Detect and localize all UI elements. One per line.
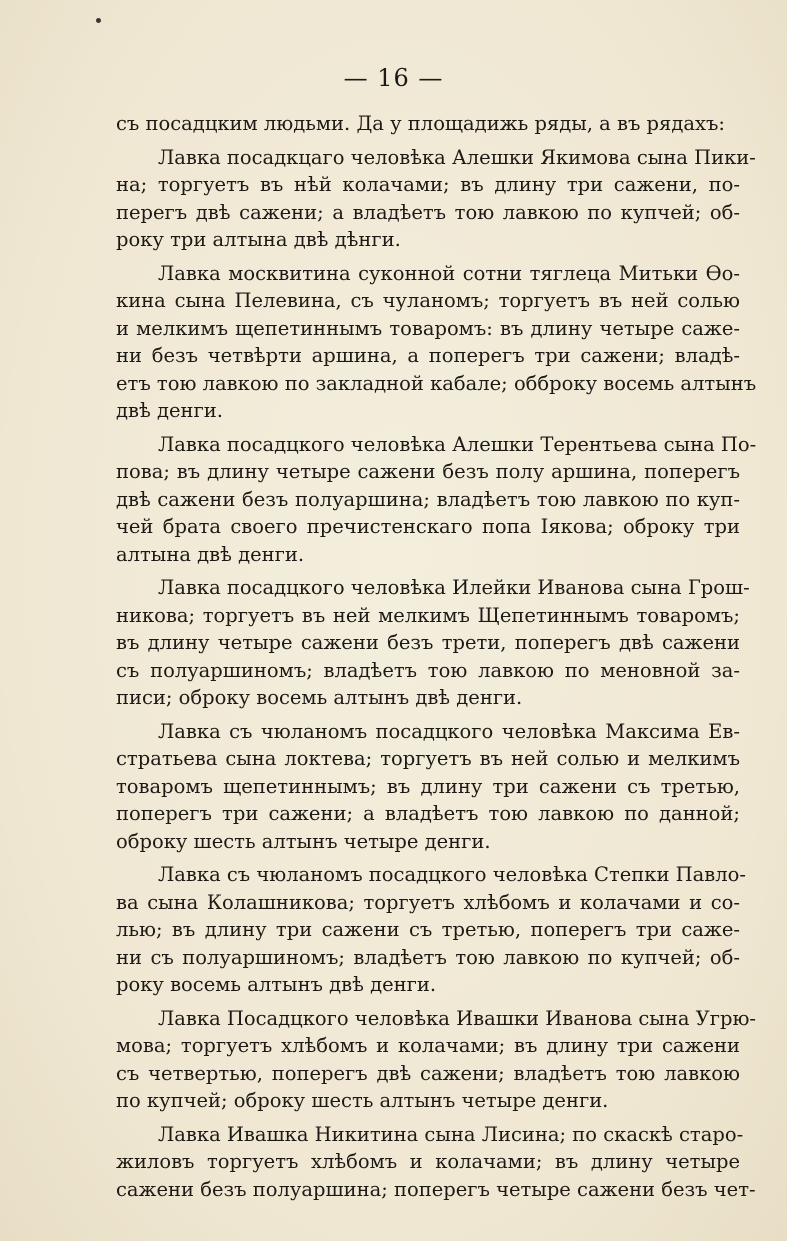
text-line: чей брата своего пречистенскаго попа Іякова; оброку три: [116, 515, 740, 538]
paragraph: [116, 718, 740, 856]
paragraph: [116, 1005, 757, 1115]
text-line: двѣ сажени безъ полуаршина; владѣетъ тою лавкою по куп-: [116, 487, 740, 511]
text-line: на; торгуетъ въ нѣй колачами; въ длину три сажени, по-: [116, 173, 740, 196]
paragraph: [116, 260, 757, 425]
paragraph: [116, 574, 750, 712]
text-line: съ посадцким людьми. Да у площадижь ряды, а въ рядахъ:: [116, 112, 725, 135]
body-text: [116, 110, 757, 1203]
paragraph: [116, 861, 746, 999]
text-line: Лавка съ чюланомъ посадцкого человѣка Максима Ев-: [158, 719, 740, 743]
text-line: кина сына Пелевина, съ чуланомъ; торгуетъ въ ней солью: [116, 289, 740, 312]
text-line: алтына двѣ денги.: [116, 542, 305, 566]
text-line: въ длину четыре сажени безъ трети, поперегъ двѣ сажени: [116, 631, 740, 654]
text-line: стратьева сына локтева; торгуетъ въ ней солью и мелкимъ: [116, 747, 740, 770]
text-line: Лавка Посадцкого человѣка Ивашки Иванова сына Угрю-: [158, 1006, 757, 1030]
text-line: ни безъ четвѣрти аршина, а поперегъ три сажени; владѣ-: [116, 344, 740, 367]
text-line: Лавка съ чюланомъ посадцкого человѣка Степки Павло-: [158, 863, 746, 886]
paragraph: [116, 431, 757, 569]
page-number: — 16 —: [343, 64, 444, 92]
text-line: поперегъ три сажени; а владѣетъ тою лавкою по данной;: [116, 802, 740, 825]
text-line: ни съ полуаршиномъ; владѣетъ тою лавкою по купчей; об-: [116, 945, 740, 969]
text-line: сажени безъ полуаршина; поперегъ четыре сажени безъ чет-: [116, 1177, 756, 1201]
paragraph: [116, 110, 740, 138]
ink-speck: [96, 18, 101, 23]
text-line: лью; въ длину три сажени съ третью, поперегъ три саже-: [116, 918, 740, 941]
text-line: и мелкимъ щепетиннымъ товаромъ: въ длину четыре саже-: [116, 316, 740, 340]
paragraph: [116, 1121, 756, 1204]
text-line: Лавка посадцкого человѣка Илейки Иванова сына Грош-: [158, 576, 750, 599]
text-line: Лавка Ивашка Никитина сына Лисина; по скаскѣ старо-: [158, 1122, 744, 1146]
text-line: двѣ денги.: [116, 399, 223, 422]
text-line: ва сына Колашникова; торгуетъ хлѣбомъ и колачами и со-: [116, 890, 740, 914]
text-line: етъ тою лавкою по закладной кабале; обброку восемь алтынъ: [116, 371, 757, 395]
text-line: по купчей; оброку шесть алтынъ четыре денги.: [116, 1089, 609, 1112]
paragraph: [116, 144, 756, 254]
text-line: товаромъ щепетиннымъ; въ длину три сажени съ третью,: [116, 774, 740, 798]
text-line: Лавка москвитина суконной сотни тяглеца Митьки Ѳо-: [158, 261, 740, 285]
text-line: мова; торгуетъ хлѣбомъ и колачами; въ длину три сажени: [116, 1034, 740, 1057]
text-line: перегъ двѣ сажени; а владѣетъ тою лавкою по купчей; об-: [116, 200, 740, 224]
text-line: жиловъ торгуетъ хлѣбомъ и колачами; въ длину четыре: [116, 1150, 740, 1173]
text-line: съ четвертью, поперегъ двѣ сажени; владѣетъ тою лавкою: [116, 1061, 740, 1085]
text-line: Лавка посадцкого человѣка Алешки Терентьева сына По-: [158, 432, 757, 456]
text-line: съ полуаршиномъ; владѣетъ тою лавкою по меновной за-: [116, 658, 740, 682]
text-line: Лавка посадкцаго человѣка Алешки Якимова сына Пики-: [158, 145, 756, 169]
text-line: никова; торгуетъ въ ней мелкимъ Щепетиннымъ товаромъ;: [116, 603, 740, 627]
text-line: пова; въ длину четыре сажени безъ полу аршина, поперегъ: [116, 460, 740, 483]
text-line: писи; оброку восемь алтынъ двѣ денги.: [116, 686, 523, 709]
text-line: оброку шесть алтынъ четыре денги.: [116, 829, 491, 853]
text-line: року три алтына двѣ дѣнги.: [116, 228, 401, 251]
text-line: року восемь алтынъ двѣ денги.: [116, 973, 437, 996]
